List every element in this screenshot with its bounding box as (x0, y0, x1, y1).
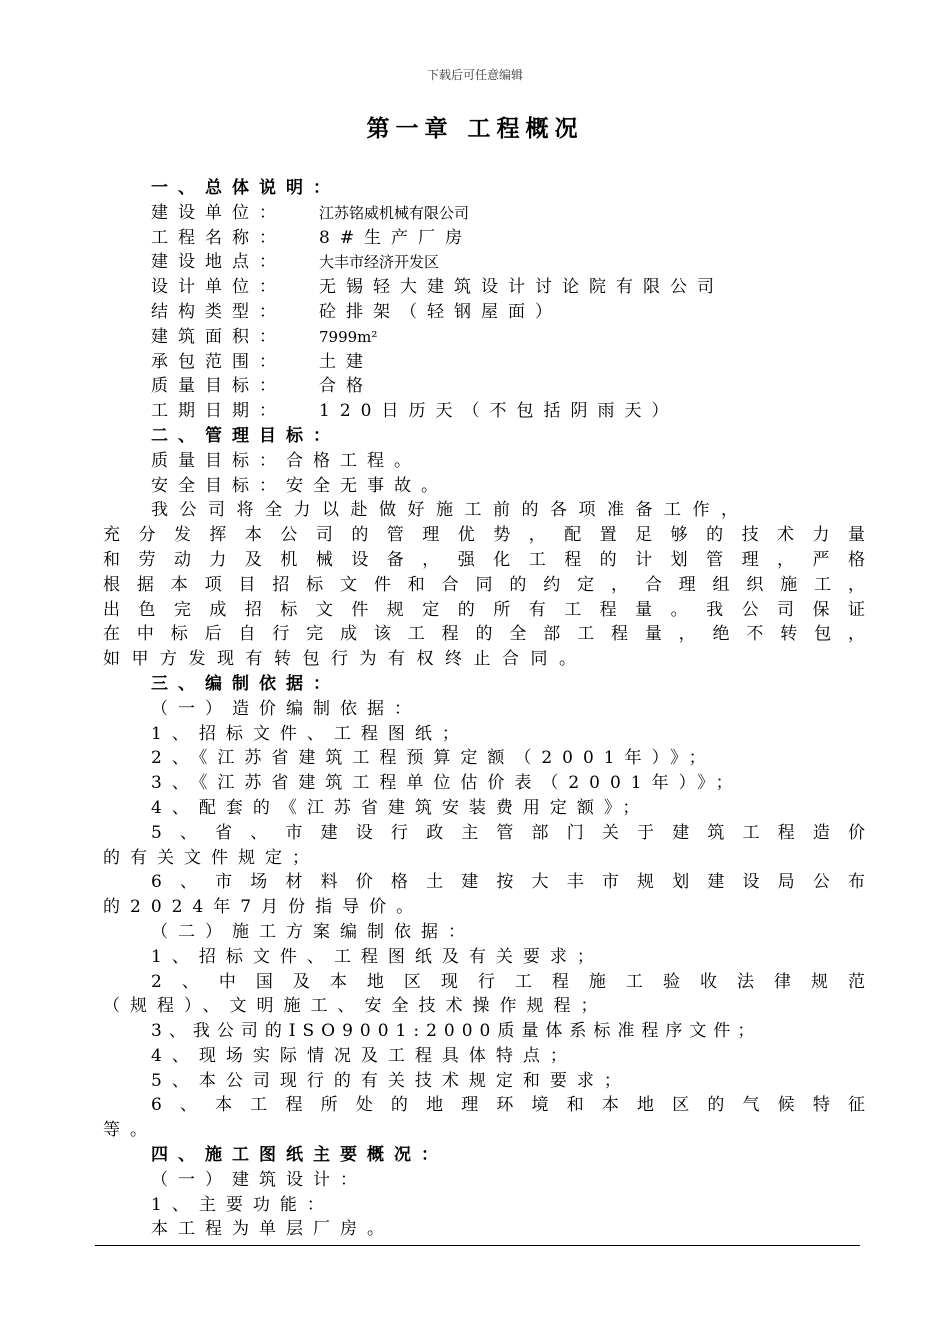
body-text: 本工程为单层厂房。 (151, 1219, 394, 1240)
field-label: 工程名称： (151, 227, 286, 248)
field-row (103, 275, 865, 300)
list-item: 5、本公司现行的有关技术规定和要求； (151, 1070, 631, 1091)
field-value: 江苏铭威机械有限公司 (319, 203, 470, 222)
field-value: 合格 (319, 376, 373, 397)
field-label: 建设单位： (151, 202, 286, 223)
chapter-title: 第一章 工程概况 (366, 116, 584, 142)
field-value: 土建 (319, 351, 373, 372)
paragraph-line: 如甲方发现有转包行为有权终止合同。 (103, 649, 588, 670)
list-item: 5、省、市建设行政主管部门关于建筑工程造价 (151, 822, 865, 843)
field-label: 设计单位： (151, 277, 286, 298)
paragraph-line: 充分发挥本公司的管理优势，配置足够的技术力量 (103, 525, 865, 546)
footer-rule (95, 1245, 860, 1246)
list-item: 的2024年7月份指导价。 (103, 897, 424, 918)
field-row (103, 201, 865, 226)
list-item: 的有关文件规定； (103, 847, 319, 868)
list-item: 3、《江苏省建筑工程单位估价表（2001年）》； (151, 773, 743, 794)
field-value: 无锡轻大建筑设计讨论院有限公司 (319, 277, 724, 298)
paragraph-line: 出色完成招标文件规定的所有工程量。我公司保证 (103, 599, 865, 620)
list-item: 3、我公司的ISO9001:2000质量体系标准程序文件； (151, 1021, 762, 1042)
field-row (103, 350, 865, 375)
subsection-heading: （二）施工方案编制依据： (151, 921, 475, 942)
list-item: 2、中国及本地区现行工程施工验收法律规范 (151, 971, 865, 992)
field-label: 承包范围： (151, 351, 286, 372)
field-value: 8#生产厂房 (319, 227, 473, 248)
list-item: 1、招标文件、工程图纸及有关要求； (151, 946, 604, 967)
safety-goal: 安全目标：安全无事故。 (151, 475, 448, 496)
field-value: 7999m² (319, 327, 378, 346)
field-row (103, 374, 865, 399)
list-item: 2、《江苏省建筑工程预算定额（2001年）》； (151, 748, 716, 769)
list-item: 4、配套的《江苏省建筑安装费用定额》； (151, 797, 650, 818)
field-label: 结构类型： (151, 301, 286, 322)
list-item: （规程）、文明施工、安全技术操作规程； (103, 996, 608, 1017)
subsection-heading: （一）建筑设计： (151, 1169, 367, 1190)
paragraph-line: 在中标后自行完成该工程的全部工程量，绝不转包， (103, 624, 865, 645)
field-label: 建设地点： (151, 252, 286, 273)
document-body (103, 176, 865, 1242)
list-item: 等。 (103, 1120, 157, 1141)
field-value: 大丰市经济开发区 (319, 253, 440, 272)
field-label: 质量目标： (151, 376, 286, 397)
list-item: 6、本工程所处的地理环境和本地区的气候特征 (151, 1095, 865, 1116)
paragraph-line: 和劳动力及机械设备，强化工程的计划管理，严格 (103, 549, 865, 570)
list-item: 6、市场材料价格土建按大丰市规划建设局公布 (151, 872, 865, 893)
list-item: 4、现场实际情况及工程具体特点； (151, 1045, 577, 1066)
section-4-heading: 四、施工图纸主要概况： (151, 1145, 448, 1166)
paragraph-line: 根据本项目招标文件和合同的约定，合理组织施工， (103, 574, 865, 595)
header-note: 下载后可任意编辑 (426, 68, 523, 82)
field-row (103, 226, 865, 251)
field-row (103, 325, 865, 350)
section-1-heading: 一、总体说明： (151, 178, 340, 198)
field-row (103, 399, 865, 424)
field-row (103, 300, 865, 325)
subsection-heading: （一）造价编制依据： (151, 698, 421, 719)
list-item: 1、主要功能： (151, 1194, 334, 1215)
section-3-heading: 三、编制依据： (151, 673, 340, 694)
section-2-heading: 二、管理目标： (151, 425, 340, 446)
field-value: 120日历天（不包括阴雨天） (319, 401, 679, 422)
field-value: 砼排架（轻钢屋面） (319, 301, 562, 322)
field-row (103, 250, 865, 275)
paragraph-line: 我公司将全力以赴做好施工前的各项准备工作， (151, 500, 750, 521)
field-label: 工期日期： (151, 401, 286, 422)
quality-goal: 质量目标：合格工程。 (151, 450, 421, 471)
list-item: 1、招标文件、工程图纸； (151, 723, 469, 744)
field-label: 建筑面积： (151, 326, 286, 347)
